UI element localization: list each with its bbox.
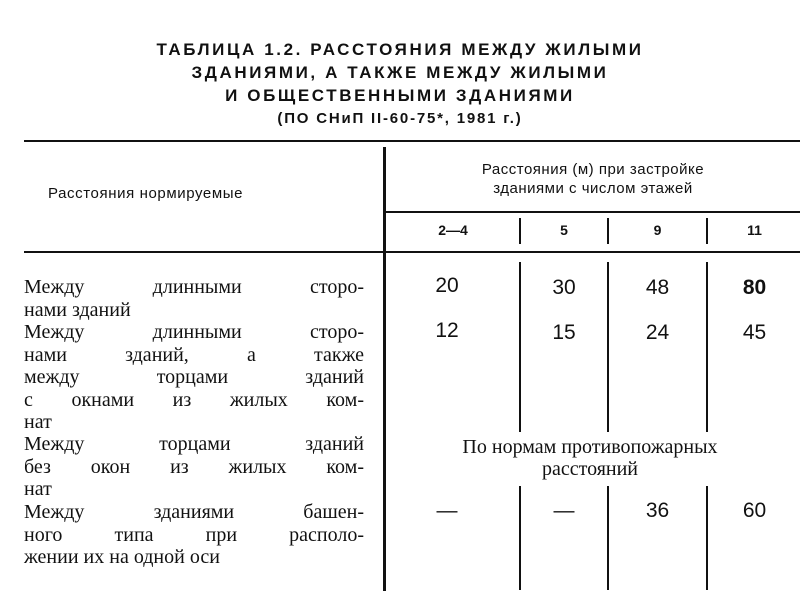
stub-column-divider: [383, 147, 386, 591]
row-2-value-9: 24: [645, 321, 670, 344]
title-line-3: И ОБЩЕСТВЕННЫМИ ЗДАНИЯМИ: [225, 86, 575, 105]
row-2-label-line-1: Между длинными сторо-: [24, 321, 364, 343]
floor-divider-2: [607, 218, 609, 244]
row-1-value-2-4: 20: [435, 274, 459, 297]
title-line-1: ТАБЛИЦА 1.2. РАССТОЯНИЯ МЕЖДУ ЖИЛЫМИ: [156, 40, 644, 59]
row-3-label-line-3: нат: [24, 478, 52, 500]
body-divider-3-lower: [706, 486, 708, 590]
row-2-label-line-4: с окнами из жилых ком-: [24, 388, 364, 411]
floor-header-2-4: 2—4: [438, 222, 468, 238]
table-top-rule: [24, 140, 800, 142]
row-2-label-line-2: нами зданий, а также: [24, 343, 364, 366]
row-4-value-11: 60: [742, 499, 767, 522]
row-2-label-line-5: нат: [24, 411, 52, 433]
floor-divider-3: [706, 218, 708, 244]
row-3-label-line-1: Между торцами зданий: [24, 433, 364, 455]
header-right-line-2: зданиями с числом этажей: [493, 180, 693, 197]
row-2-value-5: 15: [552, 321, 576, 344]
row-4-label-line-3: жении их на одной оси: [24, 546, 220, 568]
body-divider-1-lower: [519, 486, 521, 590]
header-normed-distances: Расстояния нормируемые: [48, 185, 244, 202]
row-1-value-9: 48: [645, 276, 670, 299]
row-label-long-sides-and-ends-with-windows: [24, 321, 364, 434]
row-2-value-11: 45: [742, 321, 767, 344]
row-label-tower-buildings: [24, 501, 364, 569]
row-2-label-line-3: между торцами зданий: [24, 366, 364, 388]
header-distances-by-floors: [388, 160, 798, 198]
row-label-ends-without-windows: [24, 433, 364, 501]
row-1-value-5: 30: [552, 276, 576, 299]
row-4-label-line-2: ного типа при располо-: [24, 523, 364, 546]
body-divider-1: [519, 262, 521, 432]
fire-safety-norms-note: [395, 436, 785, 480]
floor-header-9: 9: [653, 222, 662, 238]
body-divider-2: [607, 262, 609, 432]
body-divider-2-lower: [607, 486, 609, 590]
row-1-label-line-1: Между длинными сторо-: [24, 276, 364, 298]
row-4-value-5: —: [553, 499, 575, 522]
title-line-4: (ПО СНиП II-60-75*, 1981 г.): [277, 110, 523, 127]
fire-safety-note-line-1: По нормам противопожарных: [462, 436, 718, 458]
header-right-line-1: Расстояния (м) при застройке: [481, 161, 705, 178]
row-4-value-2-4: —: [436, 499, 458, 522]
floors-top-rule: [386, 211, 800, 213]
floor-header-11: 11: [747, 222, 762, 238]
row-3-label-line-2: без окон из жилых ком-: [24, 455, 364, 478]
floor-header-5: 5: [560, 222, 568, 238]
body-divider-3: [706, 262, 708, 432]
fire-safety-note-line-2: расстояний: [541, 458, 639, 480]
row-2-value-2-4: 12: [435, 319, 459, 342]
header-bottom-rule: [24, 251, 800, 253]
floor-divider-1: [519, 218, 521, 244]
title-line-2: ЗДАНИЯМИ, А ТАКЖЕ МЕЖДУ ЖИЛЫМИ: [191, 63, 609, 82]
row-label-long-sides: [24, 276, 364, 321]
row-4-label-line-1: Между зданиями башен-: [24, 501, 364, 523]
row-1-value-11: 80: [742, 276, 767, 299]
row-4-value-9: 36: [645, 499, 670, 522]
table-title: [0, 38, 800, 130]
row-1-label-line-2: нами зданий: [24, 298, 131, 321]
